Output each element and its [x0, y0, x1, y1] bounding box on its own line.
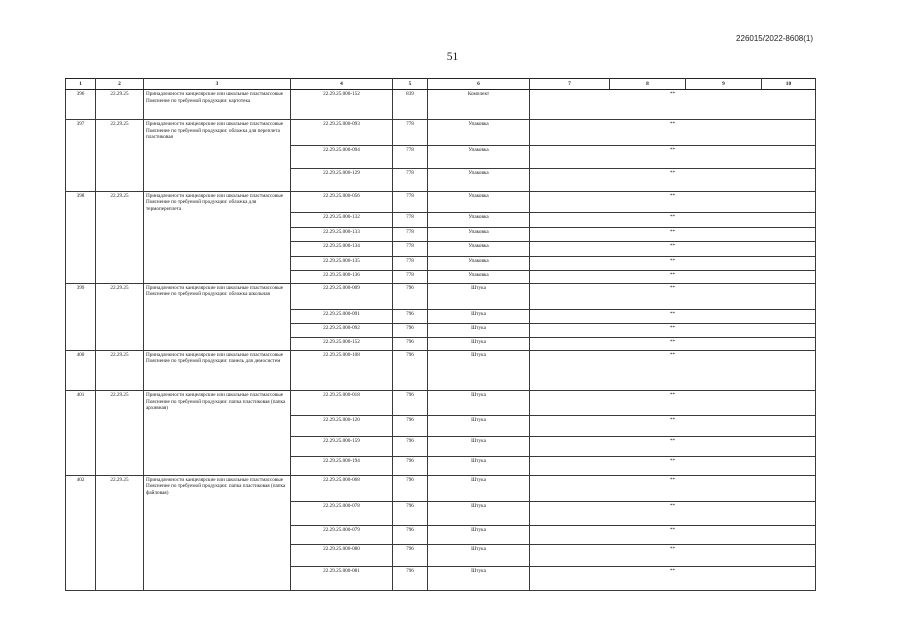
ktru-code: 22.29.25.000-152 [291, 338, 393, 350]
item-number: 401 [66, 391, 96, 476]
okpd-code: 22.29.25 [96, 475, 144, 590]
okei-code: 778 [393, 242, 428, 256]
header-col-10: 10 [762, 79, 816, 90]
double-asterisk-mark: ** [530, 416, 816, 437]
ktru-code: 22.29.25.000-194 [291, 457, 393, 476]
unit-name: Штука [428, 350, 530, 390]
okei-code: 796 [393, 525, 428, 545]
okei-code: 796 [393, 566, 428, 590]
okei-code: 796 [393, 436, 428, 457]
double-asterisk-mark: ** [530, 525, 816, 545]
okei-code: 796 [393, 324, 428, 338]
okei-code: 778 [393, 256, 428, 270]
unit-name: Упаковка [428, 168, 530, 191]
unit-name: Упаковка [428, 120, 530, 146]
ktru-code: 22.29.25.000-056 [291, 191, 393, 213]
table-row [66, 283, 816, 309]
okei-code: 778 [393, 146, 428, 169]
item-number: 397 [66, 120, 96, 191]
item-description: Принадлежности канцелярские или школьные пластмассовые Пояснение по требуемой продукции: обложка для переплета пластиковая [144, 120, 291, 191]
double-asterisk-mark: ** [530, 501, 816, 525]
unit-name: Штука [428, 309, 530, 323]
double-asterisk-mark: ** [530, 309, 816, 323]
unit-name: Упаковка [428, 227, 530, 241]
page-number: 51 [446, 51, 459, 63]
okei-code: 796 [393, 391, 428, 416]
ktru-code: 22.29.25.000-080 [291, 545, 393, 567]
okpd-code: 22.29.25 [96, 350, 144, 390]
double-asterisk-mark: ** [530, 213, 816, 227]
ktru-code: 22.29.25.000-091 [291, 309, 393, 323]
double-asterisk-mark: ** [530, 475, 816, 501]
unit-name: Комплект [428, 90, 530, 120]
okei-code: 796 [393, 350, 428, 390]
ktru-code: 22.29.25.000-108 [291, 350, 393, 390]
unit-name: Упаковка [428, 146, 530, 169]
okei-code: 796 [393, 501, 428, 525]
okpd-code: 22.29.25 [96, 120, 144, 191]
okei-code: 778 [393, 227, 428, 241]
table-body [66, 79, 816, 591]
double-asterisk-mark: ** [530, 271, 816, 283]
item-description: Принадлежности канцелярские или школьные пластмассовые Пояснение по требуемой продукции: обложка школьная [144, 283, 291, 350]
unit-name: Штука [428, 436, 530, 457]
unit-name: Штука [428, 324, 530, 338]
double-asterisk-mark: ** [530, 457, 816, 476]
unit-name: Штука [428, 545, 530, 567]
okpd-code: 22.29.25 [96, 283, 144, 350]
header-col-5: 5 [393, 79, 428, 90]
document-id: 226015/2022-8608(1) [736, 34, 813, 43]
item-description: Принадлежности канцелярские или школьные пластмассовые Пояснение по требуемой продукции: обложка для термопереплета [144, 191, 291, 283]
unit-name: Штука [428, 338, 530, 350]
item-description: Принадлежности канцелярские или школьные пластмассовые Пояснение по требуемой продукции: папка пластиковая (папка файловая) [144, 475, 291, 590]
unit-name: Штука [428, 391, 530, 416]
ktru-code: 22.29.25.000-136 [291, 271, 393, 283]
header-col-2: 2 [96, 79, 144, 90]
unit-name: Упаковка [428, 191, 530, 213]
header-col-3: 3 [144, 79, 291, 90]
ktru-code: 22.29.25.000-132 [291, 213, 393, 227]
okei-code: 778 [393, 191, 428, 213]
header-col-1: 1 [66, 79, 96, 90]
double-asterisk-mark: ** [530, 283, 816, 309]
item-description: Принадлежности канцелярские или школьные пластмассовые Пояснение по требуемой продукции: картотека [144, 90, 291, 120]
ktru-code: 22.29.25.000-133 [291, 227, 393, 241]
item-number: 396 [66, 90, 96, 120]
okei-code: 796 [393, 457, 428, 476]
okei-code: 796 [393, 338, 428, 350]
item-number: 402 [66, 475, 96, 590]
okpd-code: 22.29.25 [96, 90, 144, 120]
table-row [66, 391, 816, 416]
ktru-code: 22.29.25.000-018 [291, 391, 393, 416]
table-row [66, 475, 816, 501]
okei-code: 839 [393, 90, 428, 120]
okpd-code: 22.29.25 [96, 391, 144, 476]
double-asterisk-mark: ** [530, 256, 816, 270]
okei-code: 796 [393, 309, 428, 323]
item-description: Принадлежности канцелярские или школьные пластмассовые Пояснение по требуемой продукции: панель для демосистем [144, 350, 291, 390]
unit-name: Штука [428, 566, 530, 590]
unit-name: Упаковка [428, 271, 530, 283]
unit-name: Штука [428, 416, 530, 437]
ktru-code: 22.29.25.000-079 [291, 525, 393, 545]
double-asterisk-mark: ** [530, 227, 816, 241]
header-col-7: 7 [530, 79, 610, 90]
unit-name: Упаковка [428, 213, 530, 227]
table-row [66, 350, 816, 390]
double-asterisk-mark: ** [530, 566, 816, 590]
ktru-code: 22.29.25.000-152 [291, 90, 393, 120]
double-asterisk-mark: ** [530, 391, 816, 416]
ktru-code: 22.29.25.000-120 [291, 416, 393, 437]
ktru-code: 22.29.25.000-129 [291, 168, 393, 191]
double-asterisk-mark: ** [530, 242, 816, 256]
double-asterisk-mark: ** [530, 436, 816, 457]
item-number: 398 [66, 191, 96, 283]
double-asterisk-mark: ** [530, 545, 816, 567]
double-asterisk-mark: ** [530, 338, 816, 350]
header-col-4: 4 [291, 79, 393, 90]
ktru-code: 22.29.25.000-009 [291, 283, 393, 309]
unit-name: Упаковка [428, 242, 530, 256]
unit-name: Штука [428, 283, 530, 309]
ktru-code: 22.29.25.000-078 [291, 501, 393, 525]
item-number: 400 [66, 350, 96, 390]
ktru-code: 22.29.25.000-092 [291, 324, 393, 338]
ktru-code: 22.29.25.000-081 [291, 566, 393, 590]
double-asterisk-mark: ** [530, 191, 816, 213]
unit-name: Штука [428, 457, 530, 476]
ktru-code: 22.29.25.000-068 [291, 475, 393, 501]
ktru-code: 22.29.25.000-135 [291, 256, 393, 270]
double-asterisk-mark: ** [530, 146, 816, 169]
double-asterisk-mark: ** [530, 168, 816, 191]
item-description: Принадлежности канцелярские или школьные пластмассовые Пояснение по требуемой продукции: папка пластиковая (папка архивная) [144, 391, 291, 476]
header-col-6: 6 [428, 79, 530, 90]
double-asterisk-mark: ** [530, 120, 816, 146]
unit-name: Упаковка [428, 256, 530, 270]
unit-name: Штука [428, 501, 530, 525]
specification-table [65, 78, 816, 591]
header-col-8: 8 [610, 79, 686, 90]
double-asterisk-mark: ** [530, 324, 816, 338]
ktru-code: 22.29.25.000-134 [291, 242, 393, 256]
okei-code: 796 [393, 283, 428, 309]
header-col-9: 9 [686, 79, 762, 90]
okei-code: 796 [393, 416, 428, 437]
item-number: 399 [66, 283, 96, 350]
okei-code: 778 [393, 120, 428, 146]
ktru-code: 22.29.25.000-093 [291, 120, 393, 146]
okei-code: 796 [393, 545, 428, 567]
table-row [66, 191, 816, 213]
unit-name: Штука [428, 475, 530, 501]
okei-code: 778 [393, 213, 428, 227]
double-asterisk-mark: ** [530, 90, 816, 120]
header-row [66, 79, 816, 90]
double-asterisk-mark: ** [530, 350, 816, 390]
table-row [66, 90, 816, 120]
okpd-code: 22.29.25 [96, 191, 144, 283]
unit-name: Штука [428, 525, 530, 545]
okei-code: 796 [393, 475, 428, 501]
table-row [66, 120, 816, 146]
ktru-code: 22.29.25.000-159 [291, 436, 393, 457]
okei-code: 778 [393, 168, 428, 191]
ktru-code: 22.29.25.000-094 [291, 146, 393, 169]
okei-code: 778 [393, 271, 428, 283]
